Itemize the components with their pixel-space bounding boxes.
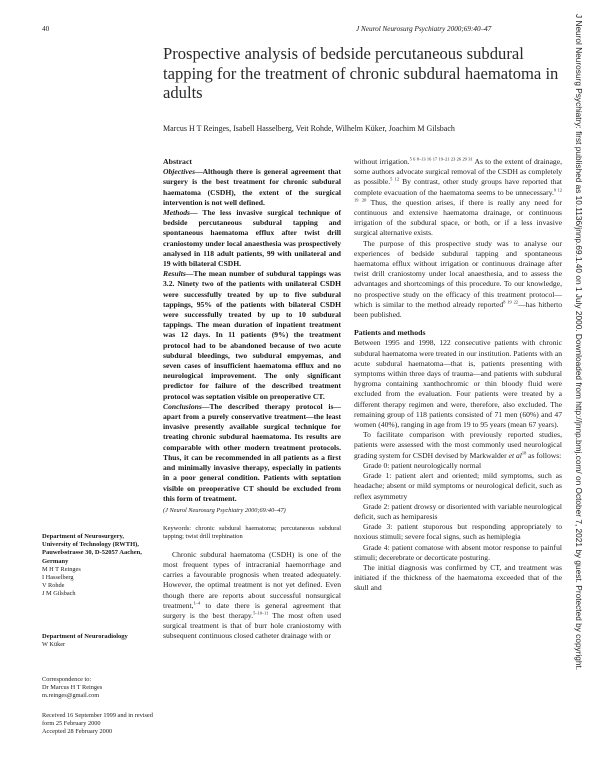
page-number: 40 bbox=[42, 25, 50, 33]
journal-link[interactable]: http://jnnp.bmj.com/ bbox=[574, 401, 584, 474]
affiliation-person: V Rohde bbox=[42, 582, 65, 590]
abstract-results: Results—The mean number of subdural tappings was 3.2. Ninety two of the patients with unilateral CSDH were successfully treated by up to five subdural tappings, 95% of the patients with bilateral CSDH were successfully treated by up to 10 subdural tappings. The mean duration of inpatient treatment was 12 days. In 11 patients (9%) the treatment protocol had to be abandoned because of two acute subdural bleedings, two subdural empyemas, and seven cases of insufficient haematoma efflux and no neurological improvement. The only significant predictor for failure of the described treatment protocol was septation visible on preoperative CT. bbox=[163, 269, 341, 401]
received-date: Received 16 September 1999 and in revised form 25 February 2000 bbox=[42, 712, 153, 728]
affiliation-person: I Hasselberg bbox=[42, 574, 74, 582]
grade-2: Grade 2: patient drowsy or disoriented with variable neurological deficit, such as hemiparesis bbox=[354, 501, 562, 521]
accepted-date: Accepted 28 February 2000 bbox=[42, 728, 113, 736]
affiliation-person: J M Gilsbach bbox=[42, 590, 76, 598]
dates-block bbox=[42, 712, 154, 737]
grade-1: Grade 1: patient alert and oriented; mild symptoms, such as headache; absent or mild symptoms or neurological deficit, such as reflex asymmetry bbox=[354, 471, 562, 501]
correspondence-name: Dr Marcus H T Reinges bbox=[42, 684, 103, 692]
correspondence-email[interactable]: m.reinges@gmail.com bbox=[42, 692, 100, 700]
methods-paragraph-3: The initial diagnosis was confirmed by CT, and treatment was initiated if the thickness of the haematoma exceeded that of the skull and bbox=[354, 562, 562, 593]
journal-reference: (J Neurol Neurosurg Psychiatry 2000;69:40–47) bbox=[163, 506, 286, 514]
affiliation-neurosurgery: Department of Neurosurgery, University of Technology (RWTH), Pauwelsstrasse 30, D-52057 Aachen, Germany bbox=[42, 533, 142, 565]
side-download-strip bbox=[574, 14, 584, 774]
methods-heading: Patients and methods bbox=[354, 328, 426, 338]
abstract-methods: Methods— The less invasive surgical technique of bedside percutaneous subdural tapping and spontaneous haematoma efflux after twist drill craniostomy under local anaesthesia was prospectively analysed in 118 adult patients, 99 with unilateral and 19 with bilateral CSDH. bbox=[163, 208, 341, 269]
affiliation-block-1 bbox=[42, 533, 154, 599]
affiliation-neuroradiology: Department of Neuroradiology bbox=[42, 633, 128, 640]
grade-4: Grade 4: patient comatose with absent motor response to painful stimuli; decerebrate or decorticate posturing. bbox=[354, 542, 562, 562]
column-left bbox=[163, 157, 341, 642]
correspondence-label: Correspondence to: bbox=[42, 676, 92, 683]
abstract-conclusions: Conclusions—The described therapy protocol is—apart from a purely conservative treatment—the least invasive presently available surgical technique for treating chronic subdural haematoma. Its results are comparable with other modern treatment protocols. Thus, it can be recommended in all patients as a first and minimally invasive therapy, especially in patients in a poor general condition. Patients with septation visible on preoperative CT should be excluded from this form of treatment. bbox=[163, 401, 341, 503]
abstract-heading: Abstract bbox=[163, 157, 193, 166]
side-strip-text: J Neurol Neurosurg Psychiatry: first published as 10.1136/jnnp.69.1.40 on 1 July 2000. Downloaded from bbox=[574, 14, 584, 402]
intro-paragraph-2: The purpose of this prospective study was to analyse our experiences of bedside subdural tapping and spontaneous haematoma efflux without irrigation or continuous drainage after twist drill craniostomy under local anaesthesia, and to assess the advantages and shortcomings of this procedure. To our knowledge, no prospective study on the efficacy of this treatment protocol—which is similar to the method already reported$^{8 19 22}$—has hitherto been published. bbox=[354, 238, 563, 320]
intro-paragraph-1-continued: without irrigation.$^{5 6 8-13 16 17 19-21 23 26 29 31}$ As to the extent of drainage, some authors advocate surgical removal of the CSDH as completely as possible.$^{5 12}$ By contrast, other study groups have reported that complete evacuation of the haematoma seems to be unnecessary.$^{9 12 19 20}$ Thus, the question arises, if there is really any need for continuous and extensive haematoma drainage, or continuous irrigation of the subdural space, or both, or if a less invasive surgical alternative exists. bbox=[354, 156, 563, 238]
keywords: Keywords: chronic subdural haematoma; percutaneous subdural tapping; twist drill trephination bbox=[163, 525, 341, 541]
running-head: J Neurol Neurosurg Psychiatry 2000;69:40–47 bbox=[356, 25, 492, 33]
grade-0: Grade 0: patient neurologically normal bbox=[363, 460, 482, 470]
methods-paragraph-1: Between 1995 and 1998, 122 consecutive patients with chronic subdural haematoma were treated in our institution. Patients with an acute subdural haematoma—that is, patients presenting with symptoms within three days of trauma—and patients with subdural hygroma containing xanthochromic or thin bloody fluid were excluded from the evaluation. Four patients were treated by a different therapy regimen and were, therefore, also excluded. The remaining group of 118 patients consisted of 71 men (60%) and 47 women (40%), ranging in age from 19 to 95 years (mean 67 years). bbox=[354, 338, 562, 430]
intro-paragraph-1: Chronic subdural haematoma (CSDH) is one of the most frequent types of intracranial haemorrhage and carries a favourable prognosis when treated adequately. However, the optimal treatment is not yet defined. Even though there are reports about successful nonsurgical treatment,$^{1-4}$ to date there is general agreement that surgery is the best therapy.$^{5-10-11}$ The most often used surgical treatment is that of burr hole craniostomy with subsequent continuous closed catheter drainage with or bbox=[163, 549, 341, 641]
affiliation-person: W Küker bbox=[42, 641, 66, 649]
author-list: Marcus H T Reinges, Isabell Hasselberg, Veit Rohde, Wilhelm Küker, Joachim M Gilsbach bbox=[163, 124, 455, 133]
side-strip-text-end: on October 7, 2021 by guest. Protected by copyright. bbox=[574, 473, 584, 671]
column-right bbox=[354, 157, 562, 594]
affiliation-block-2 bbox=[42, 633, 154, 649]
methods-paragraph-2: To facilitate comparison with previously reported studies, patients were assessed with the most commonly used neurological grading system for CSDH devised by Markwalder et $al^{18}$ as follows: bbox=[354, 430, 562, 460]
article-title: Prospective analysis of bedside percutaneous subdural tapping for the treatment of chronic subdural haematoma in adults bbox=[163, 44, 559, 103]
grade-3: Grade 3: patient stuporous but responding appropriately to noxious stimuli; severe focal signs, such as hemiplegia bbox=[354, 522, 562, 542]
correspondence-block bbox=[42, 676, 154, 701]
abstract-objectives: Objectives—Although there is general agreement that surgery is the best treatment for chronic subdural haematoma (CSDH), the extent of the surgical intervention is not well defined. bbox=[163, 167, 341, 207]
affiliation-person: M H T Reinges bbox=[42, 565, 81, 573]
